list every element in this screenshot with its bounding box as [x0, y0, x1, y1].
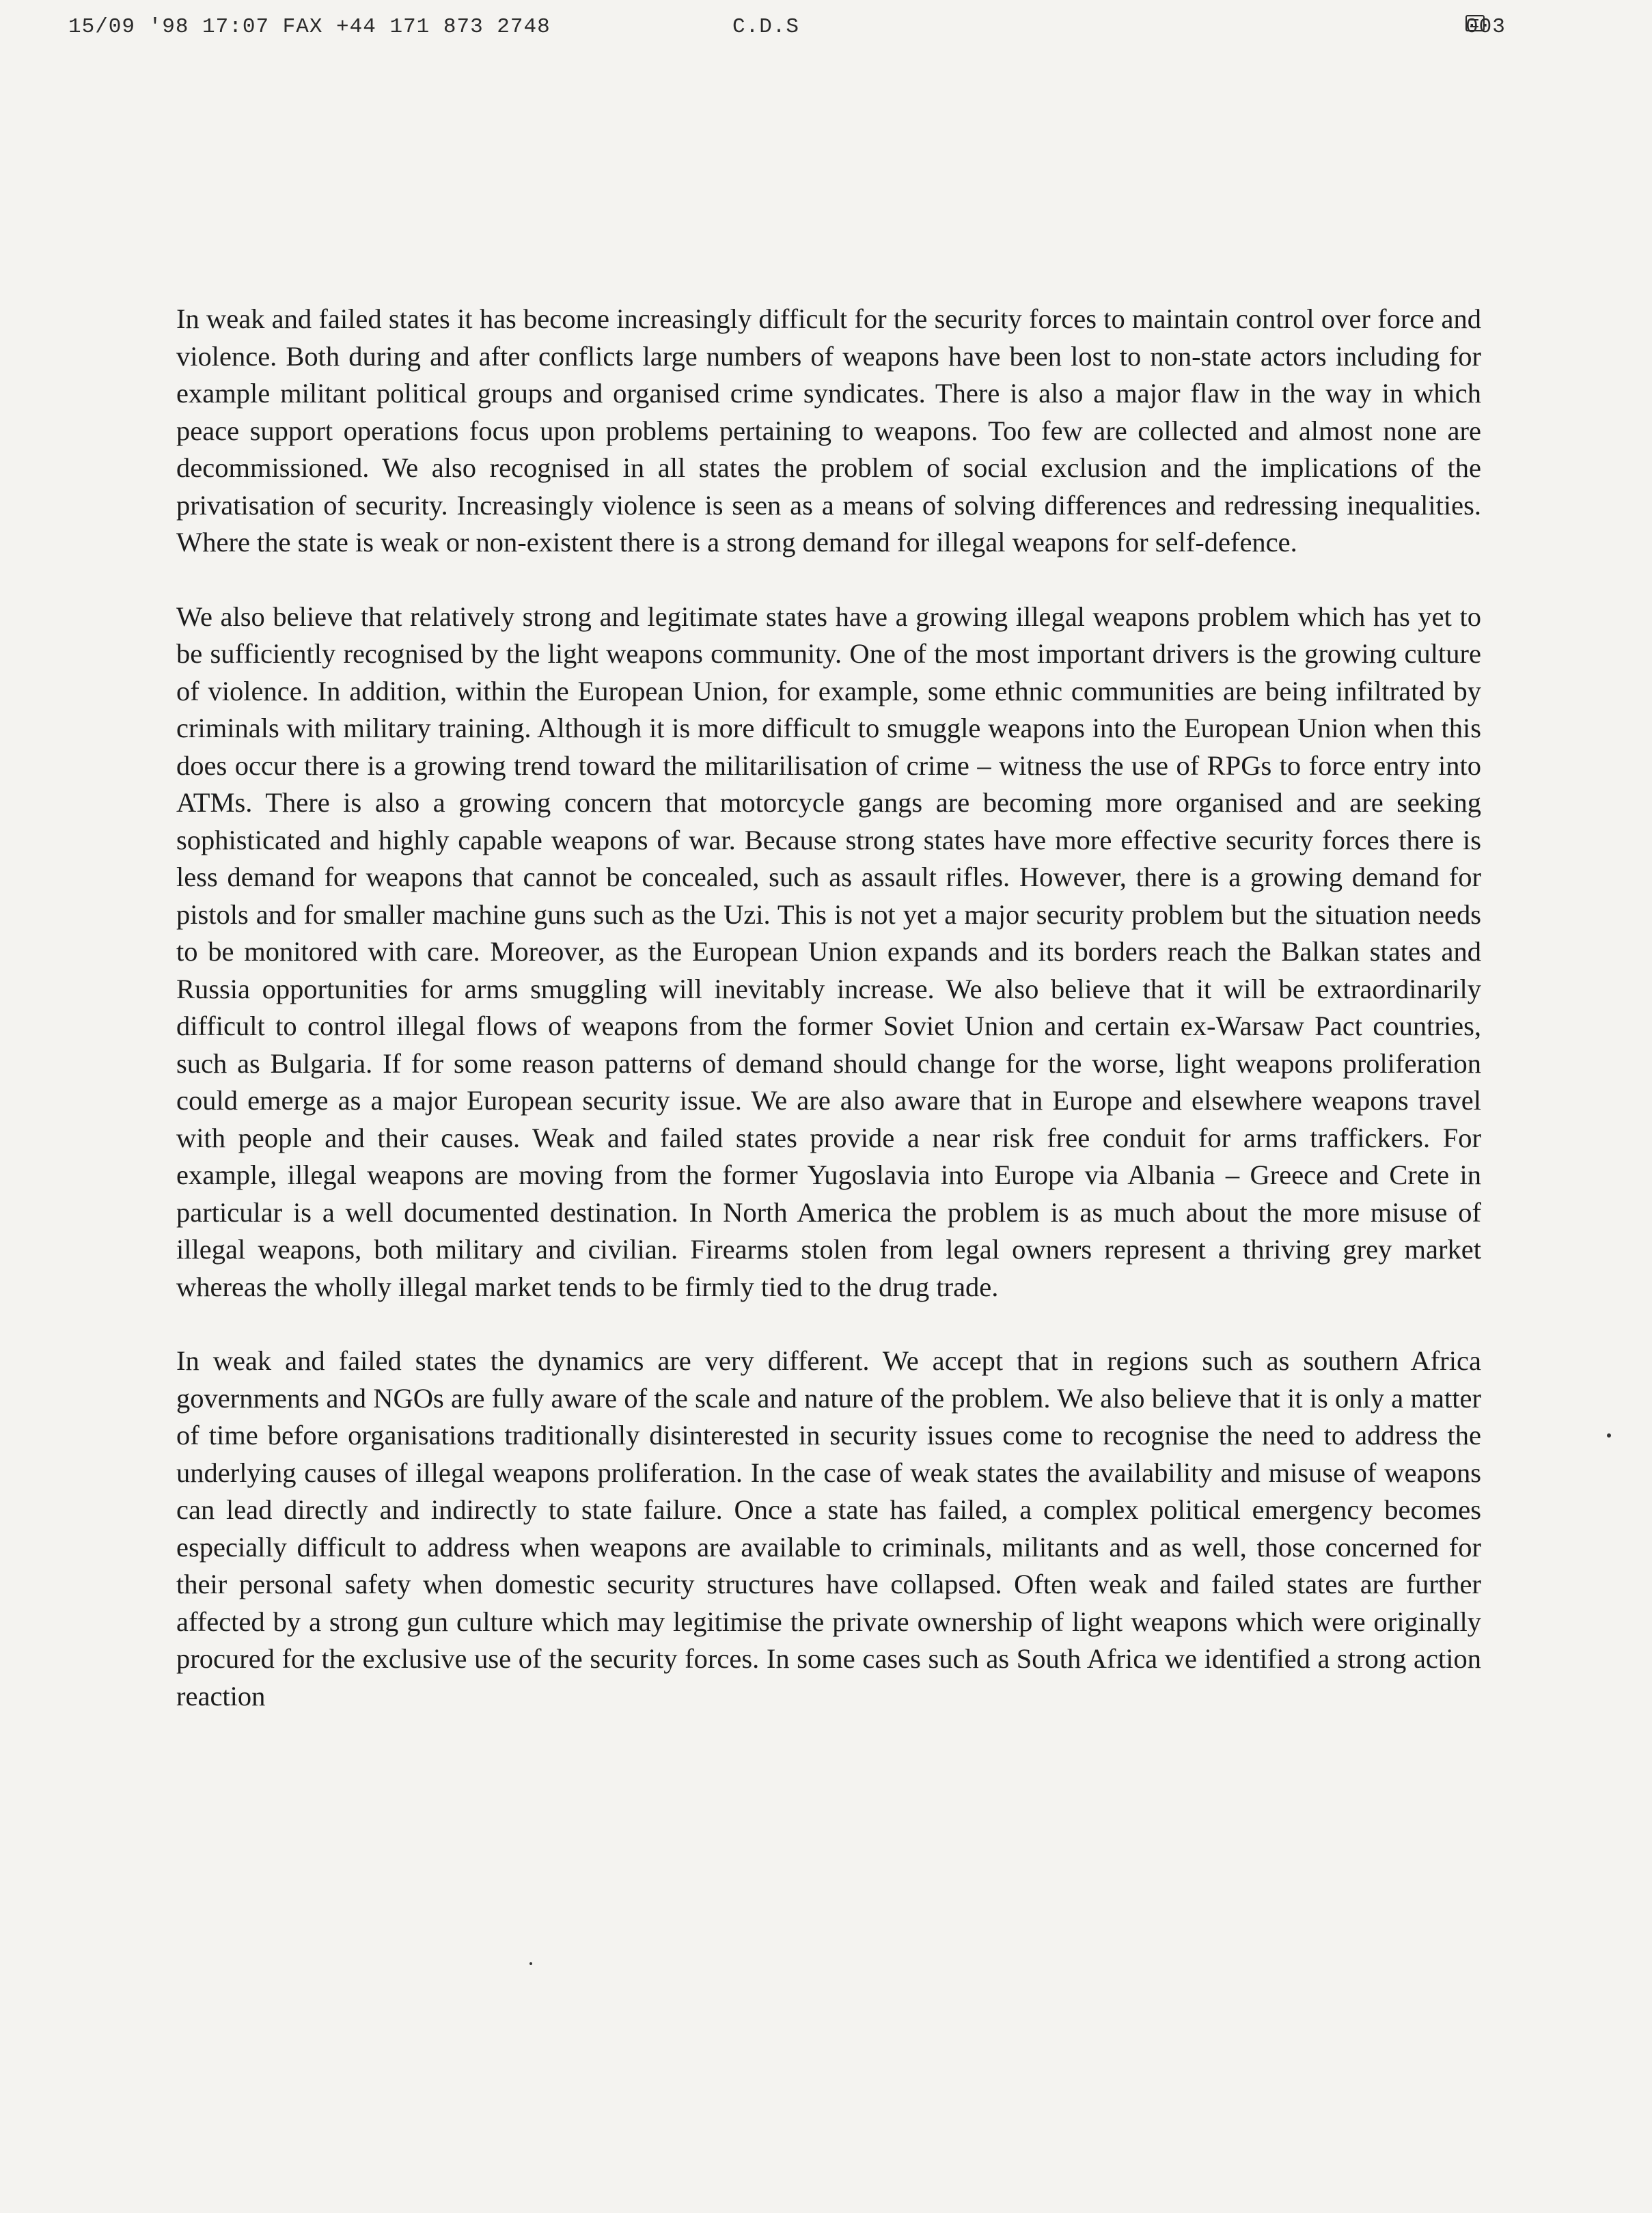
- scan-speck: [1607, 1433, 1611, 1438]
- scan-speck: [529, 1962, 532, 1965]
- paragraph-weak-failed-states-control: In weak and failed states it has become increasingly difficult for the security forces to maintain control over force and violence. Both during and after conflicts large numbers of weapons have been lost to non-state actors including for example militant political groups and organised crime syndicates. There is also a major flaw in the way in which peace support operations focus upon problems pertaining to weapons. Too few are collected and almost none are decommissioned. We also recognised in all states the problem of social exclusion and the implications of the privatisation of security. Increasingly violence is seen as a means of solving differences and redressing inequalities. Where the state is weak or non-existent there is a strong demand for illegal weapons for self-defence.: [176, 303, 1481, 558]
- fax-page-number: 003: [1465, 15, 1506, 39]
- paragraph-strong-states-problem: We also believe that relatively strong and legitimate states have a growing illegal weapons problem which has yet to be sufficiently recognised by the light weapons community. One of the most important drivers is the growing culture of violence. In addition, within the European Union, for example, some ethnic communities are being infiltrated by criminals with military training. Although it is more difficult to smuggle weapons into the European Union when this does occur there is a growing trend toward the militarilisation of crime – witness the use of RPGs to force entry into ATMs. There is also a growing concern that motorcycle gangs are becoming more organised and are seeking sophisticated and highly capable weapons of war. Because strong states have more effective security forces there is less demand for weapons that cannot be concealed, such as assault rifles. However, there is a growing demand for pistols and for smaller machine guns such as the Uzi. This is not yet a major security problem but the situation needs to be monitored with care. Moreover, as the European Union expands and its borders reach the Balkan states and Russia opportunities for arms smuggling will inevitably increase. We also believe that it will be extraordinarily difficult to control illegal flows of weapons from the former Soviet Union and certain ex-Warsaw Pact countries, such as Bulgaria. If for some reason patterns of demand should change for the worse, light weapons proliferation could emerge as a major European security issue. We are also aware that in Europe and elsewhere weapons travel with people and their causes. Weak and failed states provide a near risk free conduit for arms traffickers. For example, illegal weapons are moving from the former Yugoslavia into Europe via Albania – Greece and Crete in particular is a well documented destination. In North America the problem is as much about the more misuse of illegal weapons, both military and civilian. Firearms stolen from legal owners represent a thriving grey market whereas the wholly illegal market tends to be firmly tied to the drug trade.: [176, 601, 1481, 1302]
- fax-transmission-line: 15/09 '98 17:07 FAX +44 171 873 2748: [68, 15, 551, 39]
- fax-page-icon: [1465, 15, 1485, 31]
- document-body: [176, 301, 1481, 1715]
- fax-header: [68, 15, 1571, 49]
- fax-sender: C.D.S: [732, 15, 800, 39]
- paragraph-weak-states-dynamics: In weak and failed states the dynamics are very different. We accept that in regions such as southern Africa governments and NGOs are fully aware of the scale and nature of the problem. We also believe that it is only a matter of time before organisations traditionally disinterested in security issues come to recognise the need to address the underlying causes of illegal weapons proliferation. In the case of weak states the availability and misuse of weapons can lead directly and indirectly to state failure. Once a state has failed, a complex political emergency becomes especially difficult to address when weapons are available to criminals, militants and as well, those concerned for their personal safety when domestic security structures have collapsed. Often weak and failed states are further affected by a strong gun culture which may legitimise the private ownership of light weapons which were originally procured for the exclusive use of the security forces. In some cases such as South Africa we identified a strong action reaction: [176, 1345, 1481, 1712]
- fax-page-number-group: [1465, 15, 1506, 39]
